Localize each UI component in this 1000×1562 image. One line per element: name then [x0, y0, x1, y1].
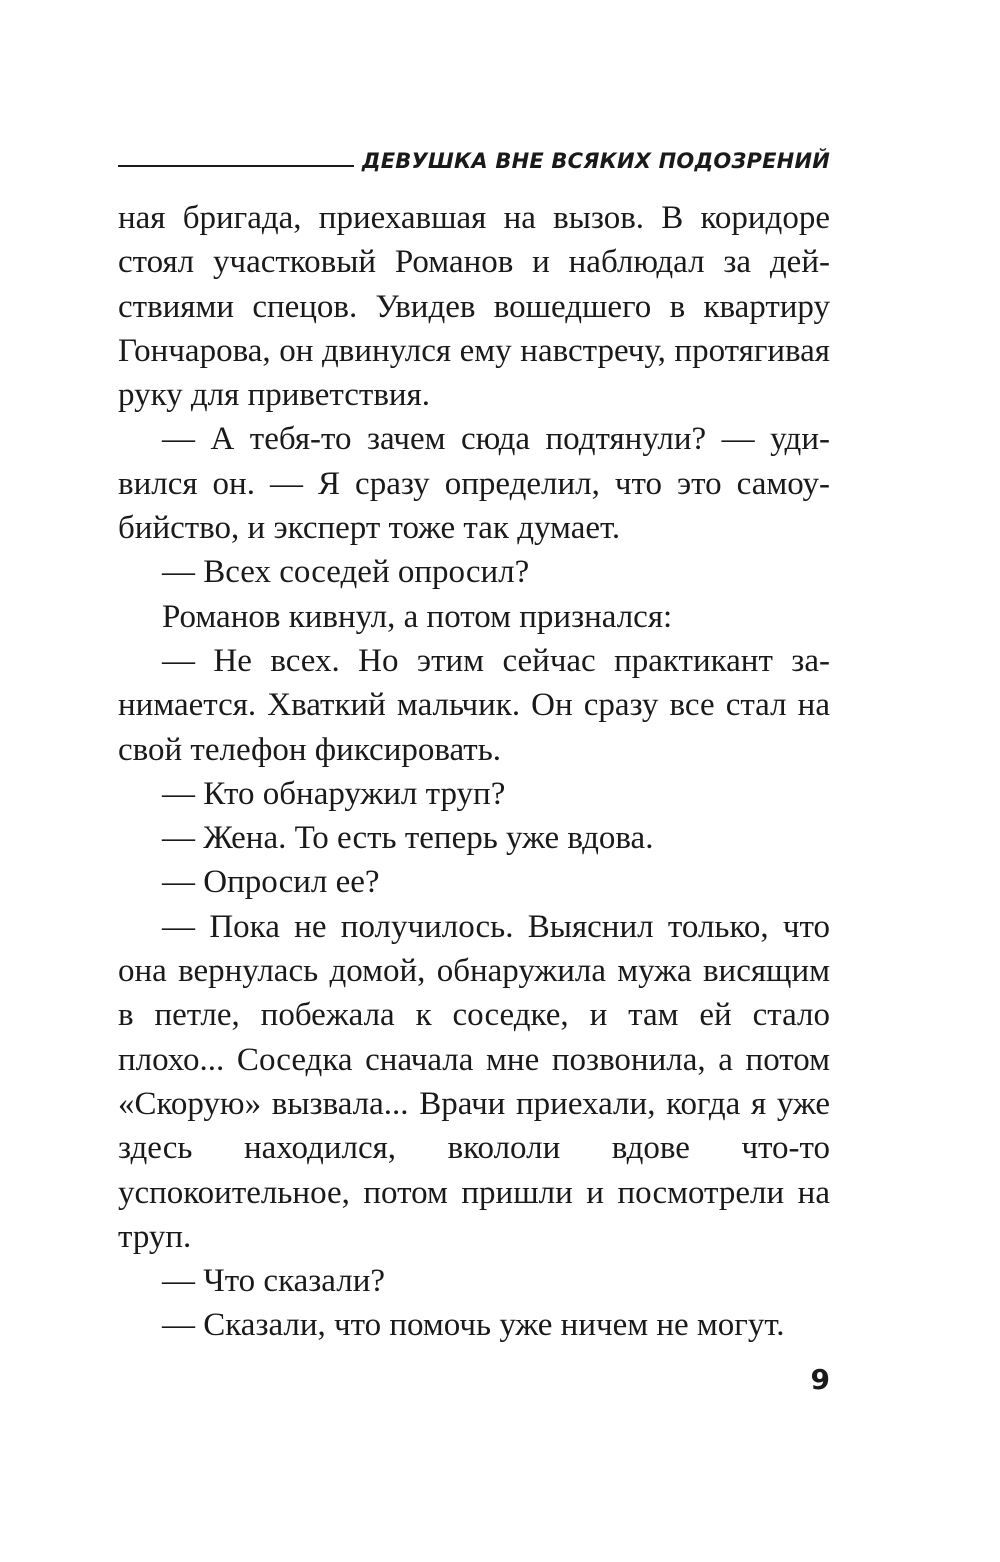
paragraph: — Жена. То есть теперь уже вдова. [162, 820, 654, 857]
paragraph: — Кто обнаружил труп? [162, 775, 506, 812]
running-title: ДЕВУШКА ВНЕ ВСЯКИХ ПОДОЗРЕНИЙ [361, 149, 830, 173]
paragraph: — Не всех. Но этим сейчас практикант занимается. Хваткий мальчик. Он сразу все стал на свой телефон фиксировать. [118, 642, 830, 768]
page-number: 9 [810, 1363, 830, 1396]
paragraph: — Опросил ее? [162, 864, 380, 901]
paragraph: — Пока не получилось. Выяснил только, что она вернулась домой, обнаружила мужа висящим в петле, побежала к соседке, и там ей стало плохо... Соседка сначала мне позвонила, а потом «Скорую» вызвала... Врачи приехали, когда я уже здесь находился, вкололи вдове что-то успокоительное, потом пришли и посмотрели на труп. [118, 908, 830, 1255]
paragraph: — А тебя-то зачем сюда подтянули? — удивился он. — Я сразу определил, что это самоубийство, и эксперт тоже так думает. [118, 421, 830, 547]
paragraph: — Сказали, что помочь уже ничем не могут. [162, 1307, 785, 1344]
paragraph: — Что сказали? [162, 1263, 386, 1300]
body-text [118, 196, 830, 1348]
paragraph: ная бригада, приехавшая на вызов. В коридоре стоял участковый Романов и наблюдал за действиями спецов. Увидев вошедшего в квартиру Гончарова, он двинулся ему навстречу, протягивая руку для приветствия. [118, 200, 830, 414]
header-rule [118, 165, 354, 167]
paragraph: Романов кивнул, а потом признался: [162, 598, 673, 635]
running-header [118, 138, 830, 172]
paragraph: — Всех соседей опросил? [162, 554, 530, 591]
